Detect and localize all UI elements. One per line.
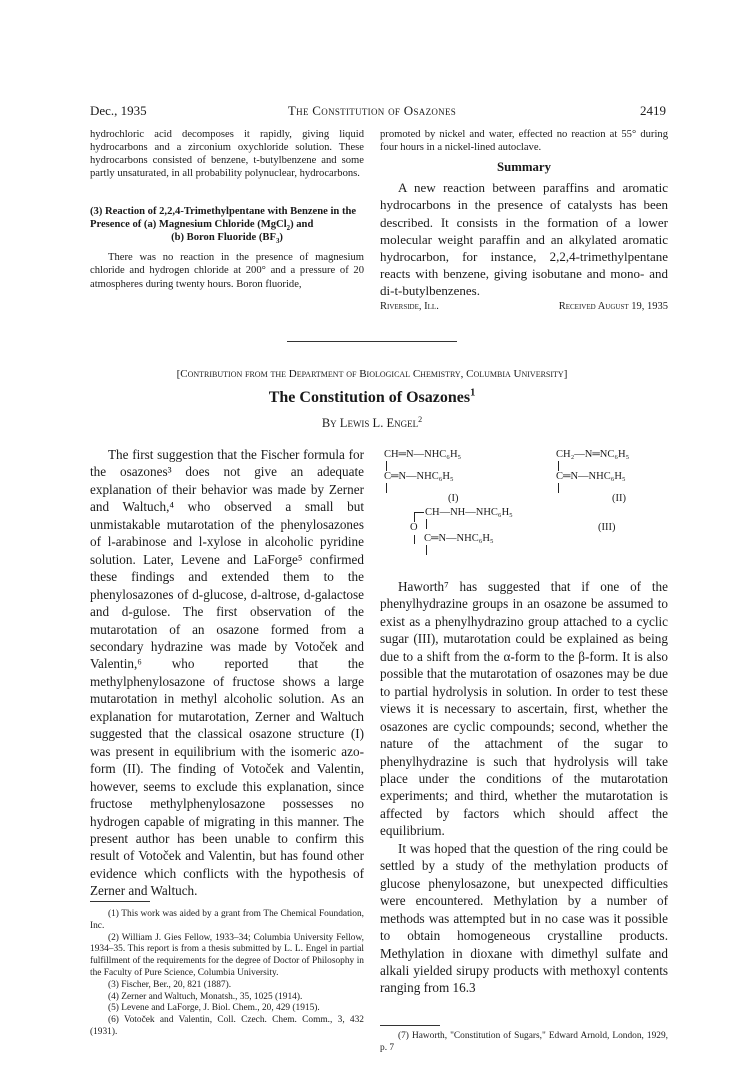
byline [0,416,744,431]
affiliation-place: Riverside, Ill. [380,300,439,312]
structure-3-line2: C═N—NHC₆H₅ [424,533,494,544]
footnote-7: (7) Haworth, "Constitution of Sugars," Edward Arnold, London, 1929, p. 7 [380,1031,668,1053]
running-header-date: Dec., 1935 [90,103,147,118]
article-title-text: The Constitution of Osazones [268,389,471,406]
ring-bond-top [414,512,424,513]
footnote-2: (2) William J. Gies Fellow, 1933–34; Columbia University Fellow, 1934–35. This report is from a thesis submitted by L. L. Engel in partial fulfillment of the requirements for the degree of Doctor of Philosophy in the Faculty of Pure Science, Columbia University. [90,932,364,978]
running-header-title: The Constitution of Osazones [287,103,457,118]
structure-1-line1: CH═N—NHC₆H₅ [384,449,462,460]
footnote-1: (1) This work was aided by a grant from The Chemical Foundation, Inc. [90,909,364,931]
article-separator-rule [287,341,457,342]
structure-2-line1: CH₂—N═NC₆H₅ [556,449,630,460]
byline-footnote-mark: 2 [418,414,423,424]
article-title [0,389,744,407]
section-heading-line2-end: ) [279,232,283,244]
body-paragraph-1: The first suggestion that the Fischer formula for the osazones³ does not give an adequate explanation of their behavior was made by Zerner and Waltuch,⁴ who observed a small but unmistakable mutarotation of the phenylosazones of l-arabinose and l-xylose in alcoholic pyridine solution. Later, Levene and LaForge⁵ confirmed these findings and extended them to the phenylosazones of d-glucose, d-altrose, d-galactose and d-gulose. The first observation of the mutarotation of an osazone formed from a secondary hydrazine was made by Votoček and Valentin,⁶ who reported that the methylphenylosazone of fructose shows a large mutarotation in methyl alcoholic solution. As an explanation for mutarotation, Zerner and Waltuch suggested that the classical osazone structure (I) was present in equilibrium with the isomeric azo-form (II). The finding of Votoček and Valentin, however, seems to exclude this explanation, since fructose methylphenylosazone possesses no hydrogen capable of migrating in this manner. The present author has been unable to confirm this result of Votoček and Valentin, but has found other evidence which conflicts with the hypothesis of Zerner and Waltuch. [90,447,364,899]
structure-3-line1: CH—NH—NHC₆H₅ [425,507,513,518]
bond-line [386,483,387,493]
footnote-rule-left [90,901,150,902]
structure-1-line2: C═N—NHC₆H₅ [384,471,454,482]
bond-line [426,519,427,529]
summary-paragraph: A new reaction between paraffins and aromatic hydrocarbons in the presence of catalysts has been described. It consists in the formation of a lower molecular weight paraffin and an alkylated aromatic hydrocarbon, for instance, 2,2,4-trimethylpentane reacts with benzene, giving isobutane and mono- and di-t-butylbenzenes. [380,180,668,299]
contribution-line: [Contribution from the Department of Biological Chemistry, Columbia University] [176,368,568,380]
footnote-5: (5) Levene and LaForge, J. Biol. Chem., 20, 429 (1915). [108,1003,320,1014]
continuation-paragraph: promoted by nickel and water, effected no reaction at 55° during four hours in a nickel-lined autoclave. [380,129,668,154]
heading-subscript-2: 3 [275,238,280,246]
top-right-column [380,128,668,315]
footnote-6: (6) Votoček and Valentin, Coll. Czech. Chem. Comm., 3, 432 (1931). [90,1015,364,1037]
structure-2-line2: C═N—NHC₆H₅ [556,471,626,482]
prev-article-paragraph: hydrochloric acid decomposes it rapidly, giving liquid hydrocarbons and a zirconium oxychloride solution. These hydrocarbons consisted of benzene, t-butylbenzene and some partly unsaturated, in all probability polynuclear, hydrocarbons. [90,129,364,180]
experiment-paragraph: There was no reaction in the presence of magnesium chloride and hydrogen chloride at 200° and a pressure of 20 atmospheres during twenty hours. Boron fluoride, [90,252,364,290]
right-body-column [380,578,668,997]
structure-1-label: (I) [448,493,459,504]
structure-2-label: (II) [612,493,626,504]
structure-3-oxygen: O [410,522,418,533]
body-paragraph-2: Haworth⁷ has suggested that if one of the phenylhydrazine groups in an osazone be assumed to exist as a phenylhydrazino group attached to a cyclic sugar (III), mutarotation could be explained as being due to a shift from the α-form to the β-form. It is also possible that the mutarotation of osazones may be due to partial hydrolysis in solution. In order to test these views it is necessary to ascertain, first, whether the osazones are cyclic compounds; second, whether the nature of the attachment of the sugar to phenylhydrazine is such that hydrolysis will take place under the conditions of the mutarotation experiments; and third, whether the mutarotation is affected by factors which should affect the equilibrium. [380,579,668,839]
osazone-structures [380,446,668,576]
ring-bond-lower [414,535,415,544]
footnote-3: (3) Fischer, Ber., 20, 821 (1887). [108,979,232,990]
structure-3-label: (III) [598,522,616,533]
footnote-4: (4) Zerner and Waltuch, Monatsh., 35, 1025 (1914). [108,991,303,1002]
body-paragraph-3: It was hoped that the question of the ring could be settled by a study of the methylation products of glucose phenylosazone, but unexpected difficulties were encountered. Methylation by a number of methods was attempted but in no case was it possible to obtain homogeneous crystalline products. Methylation in dioxane with dimethyl sulfate and alkali yielded sirupy products with methoxyl contents ranging from 16.3 [380,840,668,996]
left-body-column [90,446,364,900]
author-name: By Lewis L. Engel [321,416,419,430]
section-heading [90,205,364,244]
heading-subscript-1: 2 [286,225,291,233]
section-heading-line2: (b) Boron Fluoride (BF [171,232,276,244]
right-footnotes [380,1031,668,1055]
top-left-column [90,128,364,291]
title-footnote-mark: 1 [470,387,476,399]
section-heading-line1: (3) Reaction of 2,2,4-Trimethylpentane with Benzene in the Presence of (a) Magnesium Chloride (MgCl [90,206,357,231]
received-date: Received August 19, 1935 [558,300,668,312]
footnote-rule-right [380,1025,440,1026]
page-number: 2419 [640,103,666,118]
bond-line [558,483,559,493]
bond-line [426,545,427,555]
left-footnotes [90,909,364,1039]
section-heading-line1-end: ) and [290,219,314,231]
summary-heading: Summary [496,160,552,175]
